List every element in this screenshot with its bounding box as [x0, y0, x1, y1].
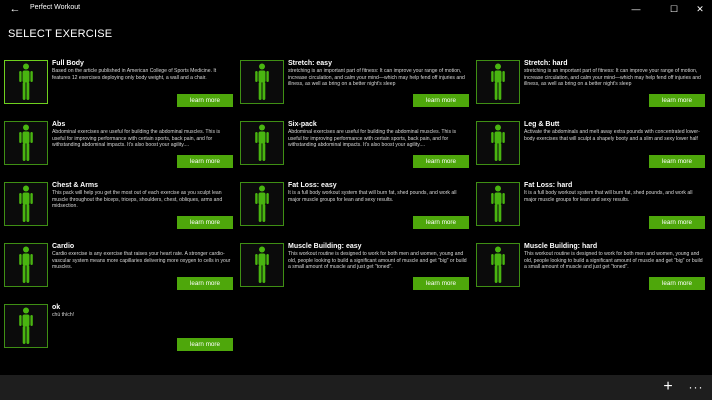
exercise-description: This workout routine is designed to work for both men and women, young and old, people looking to build a significant amount of muscle and get "big" or build a small amount of muscle and just get "toned".	[524, 251, 703, 271]
human-body-icon	[253, 185, 271, 223]
exercise-title: Fat Loss: easy	[288, 182, 337, 189]
exercise-card[interactable]	[476, 121, 706, 171]
exercise-card[interactable]	[476, 243, 706, 293]
human-body-icon	[17, 124, 35, 162]
human-body-icon	[489, 185, 507, 223]
exercise-description: stretching is an important part of fitness: It can improve your range of motion, increase circulation, and calm your mind—which may help fend off injuries and illness, as well as bring on a better night's sleep	[524, 68, 701, 88]
exercise-card[interactable]	[240, 243, 470, 293]
exercise-description: Abdominal exercises are useful for building the abdominal muscles. This is useful for improving performance with certain sports, back pain, and for withstanding abdominal impacts. It's also boost your agility....	[288, 129, 457, 149]
add-icon[interactable]: +	[663, 378, 673, 395]
exercise-title: Chest & Arms	[52, 182, 99, 189]
exercise-thumbnail[interactable]	[476, 121, 520, 165]
exercise-card[interactable]	[240, 182, 470, 232]
learn-more-button[interactable]: learn more	[177, 155, 233, 168]
maximize-button[interactable]: ☐	[669, 3, 679, 14]
learn-more-button[interactable]: learn more	[413, 94, 469, 107]
exercise-card[interactable]	[4, 60, 234, 110]
human-body-icon	[253, 63, 271, 101]
minimize-button[interactable]: —	[631, 4, 641, 14]
app-bar	[0, 375, 712, 400]
exercise-description: Abdominal exercises are useful for building the abdominal muscles. This is useful for improving performance with certain sports, back pain, and for withstanding abdominal impacts. It's also boost your agility....	[52, 129, 221, 149]
human-body-icon	[489, 246, 507, 284]
learn-more-button[interactable]: learn more	[649, 277, 705, 290]
exercise-title: Stretch: hard	[524, 60, 568, 67]
exercise-thumbnail[interactable]	[4, 304, 48, 348]
exercise-thumbnail[interactable]	[4, 60, 48, 104]
learn-more-button[interactable]: learn more	[413, 155, 469, 168]
human-body-icon	[253, 246, 271, 284]
exercise-title: Fat Loss: hard	[524, 182, 573, 189]
exercise-title: Full Body	[52, 60, 84, 67]
exercise-title: Stretch: easy	[288, 60, 332, 67]
exercise-description: chú thích!	[52, 312, 75, 318]
human-body-icon	[17, 63, 35, 101]
human-body-icon	[17, 307, 35, 345]
exercise-title: Cardio	[52, 243, 75, 250]
learn-more-button[interactable]: learn more	[177, 338, 233, 351]
exercise-thumbnail[interactable]	[240, 60, 284, 104]
learn-more-button[interactable]: learn more	[177, 216, 233, 229]
exercise-title: ok	[52, 304, 61, 311]
exercise-card[interactable]	[4, 121, 234, 171]
human-body-icon	[489, 124, 507, 162]
exercise-description: Activate the abdominals and melt away extra pounds with concentrated lower-body exercises that will sculpt a shapely booty and a slim and sexy lower half	[524, 129, 700, 142]
exercise-description: stretching is an important part of fitness: It can improve your range of motion, increase circulation, and calm your mind—which may help fend off injuries and illness, as well as bring on a better night's sleep	[288, 68, 465, 88]
page-title: SELECT EXERCISE	[8, 28, 113, 40]
exercise-thumbnail[interactable]	[240, 121, 284, 165]
exercise-description: It is a full body workout system that will burn fat, shed pounds, and work all major muscle groups for lean and sexy results.	[288, 190, 457, 203]
exercise-card[interactable]	[476, 182, 706, 232]
exercise-thumbnail[interactable]	[476, 243, 520, 287]
title-bar	[0, 0, 712, 18]
exercise-thumbnail[interactable]	[4, 182, 48, 226]
exercise-description: It is a full body workout system that will burn fat, shed pounds, and work all major muscle groups for lean and sexy results.	[524, 190, 693, 203]
human-body-icon	[17, 185, 35, 223]
exercise-description: This pack will help you get the most out of each exercise as you sculpt lean muscle throughout the biceps, triceps, shoulders, chest, obliques, arms and midsection.	[52, 190, 223, 210]
exercise-card[interactable]	[240, 60, 470, 110]
exercise-title: Abs	[52, 121, 66, 128]
exercise-description: Based on the article published in American College of Sports Medicine. It features 12 exercises deploying only body weight, a wall and a chair.	[52, 68, 217, 81]
exercise-title: Muscle Building: easy	[288, 243, 362, 250]
exercise-title: Leg & Butt	[524, 121, 560, 128]
exercise-card[interactable]	[4, 182, 234, 232]
app-title: Perfect Workout	[30, 4, 81, 11]
exercise-description: Cardio exercise is any exercise that raises your heart rate. A stronger cardio-vascular system means more capillaries delivering more oxygen to cells in your muscles.	[52, 251, 231, 271]
exercise-title: Muscle Building: hard	[524, 243, 598, 250]
exercise-thumbnail[interactable]	[240, 182, 284, 226]
exercise-thumbnail[interactable]	[476, 182, 520, 226]
exercise-description: This workout routine is designed to work for both men and women, young and old, people looking to build a significant amount of muscle and get "big" or build a small amount of muscle and just get "toned".	[288, 251, 467, 271]
learn-more-button[interactable]: learn more	[649, 94, 705, 107]
exercise-thumbnail[interactable]	[240, 243, 284, 287]
exercise-card[interactable]	[240, 121, 470, 171]
back-arrow-icon[interactable]: ←	[9, 3, 21, 15]
exercise-card[interactable]	[476, 60, 706, 110]
exercise-thumbnail[interactable]	[4, 243, 48, 287]
learn-more-button[interactable]: learn more	[413, 216, 469, 229]
human-body-icon	[17, 246, 35, 284]
close-button[interactable]: ✕	[696, 3, 704, 14]
exercise-card[interactable]	[4, 304, 234, 354]
learn-more-button[interactable]: learn more	[413, 277, 469, 290]
exercise-card[interactable]	[4, 243, 234, 293]
learn-more-button[interactable]: learn more	[649, 216, 705, 229]
human-body-icon	[489, 63, 507, 101]
exercise-thumbnail[interactable]	[476, 60, 520, 104]
more-icon[interactable]: ···	[688, 380, 704, 394]
exercise-thumbnail[interactable]	[4, 121, 48, 165]
exercise-title: Six-pack	[288, 121, 317, 128]
learn-more-button[interactable]: learn more	[177, 94, 233, 107]
learn-more-button[interactable]: learn more	[649, 155, 705, 168]
learn-more-button[interactable]: learn more	[177, 277, 233, 290]
human-body-icon	[253, 124, 271, 162]
